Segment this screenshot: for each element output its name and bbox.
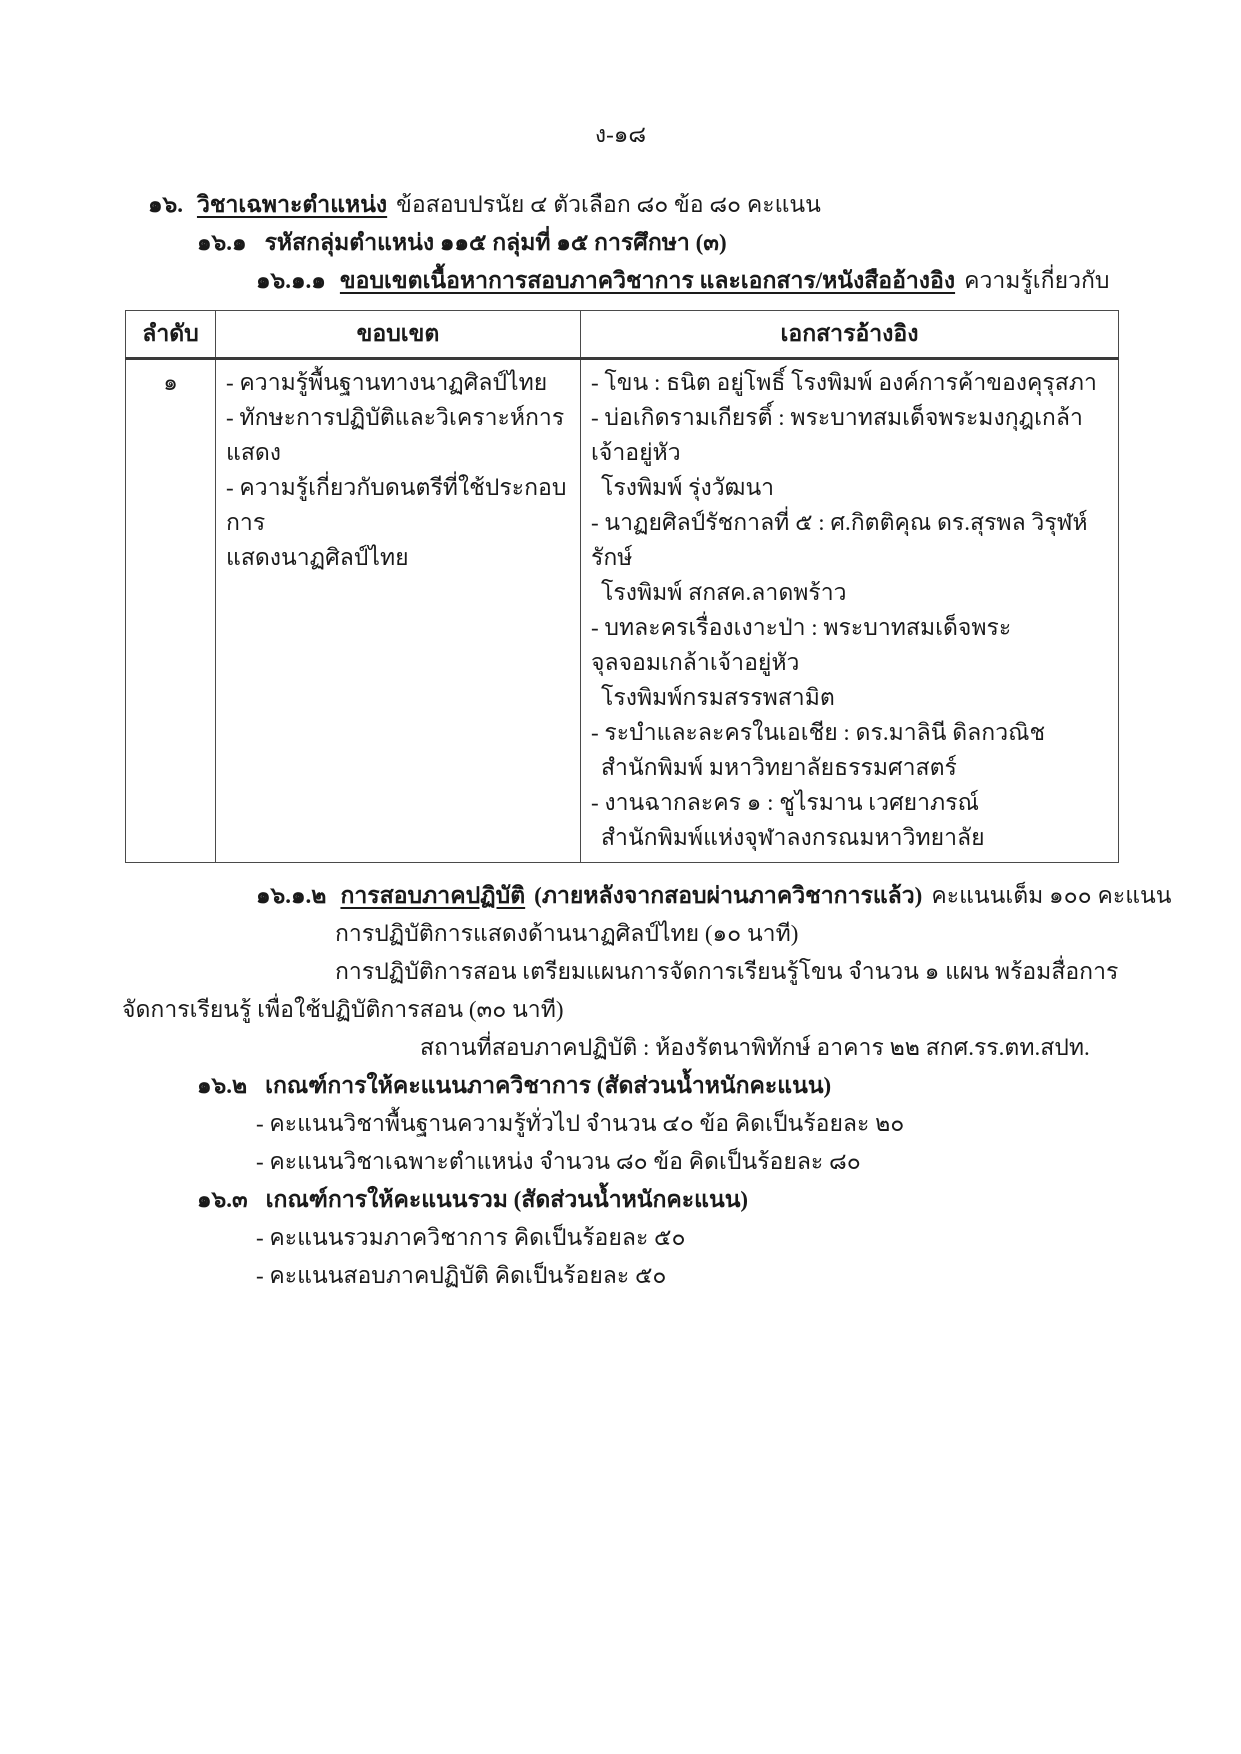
- section-16-1-2-underlined: การสอบภาคปฏิบัติ: [340, 883, 526, 908]
- reference-line: - บ่อเกิดรามเกียรติ์ : พระบาทสมเด็จพระมงกุฎเกล้าเจ้าอยู่หัว: [591, 405, 1083, 465]
- order-cell: ๑: [126, 359, 216, 863]
- section-16-number: ๑๖.: [148, 192, 183, 217]
- table-header-row: [126, 311, 1119, 359]
- scope-cell: [216, 359, 581, 863]
- section-16-3-number: ๑๖.๓: [197, 1187, 248, 1212]
- reference-line: - งานฉากละคร ๑ : ชูไรมาน เวศยาภรณ์: [591, 790, 979, 815]
- scope-line: - ความรู้เกี่ยวกับดนตรีที่ใช้ประกอบการ: [226, 475, 567, 535]
- reference-line: - โขน : ธนิต อยู่โพธิ์ โรงพิมพ์ องค์การค้าของคุรุสภา: [591, 370, 1097, 395]
- section-16-1-2-heading: [256, 877, 1241, 915]
- reference-line-continuation: สำนักพิมพ์ มหาวิทยาลัยธรรมศาสตร์: [601, 755, 957, 780]
- reference-line-continuation: โรงพิมพ์ สกสค.ลาดพร้าว: [601, 580, 847, 605]
- section-16-1-2-number: ๑๖.๑.๒: [256, 883, 327, 908]
- reference-line-continuation: โรงพิมพ์ รุ่งวัฒนา: [601, 475, 775, 500]
- section-16-1-2-paren: (ภายหลังจากสอบผ่านภาควิชาการแล้ว): [534, 883, 923, 908]
- column-header-scope: ขอบเขต: [216, 311, 581, 359]
- column-header-order: ลำดับ: [126, 311, 216, 359]
- reference-line: - บทละครเรื่องเงาะป่า : พระบาทสมเด็จพระจุลจอมเกล้าเจ้าอยู่หัว: [591, 615, 1012, 675]
- section-16-2-heading: [197, 1067, 1241, 1105]
- section-16-title: วิชาเฉพาะตำแหน่ง: [196, 192, 388, 217]
- scoring-bullet: - คะแนนวิชาเฉพาะตำแหน่ง จำนวน ๘๐ ข้อ คิดเป็นร้อยละ ๘๐: [256, 1149, 861, 1174]
- reference-line: - ระบำและละครในเอเชีย : ดร.มาลินี ดิลกวณิช: [591, 720, 1046, 745]
- section-16-1-1-underlined: ขอบเขตเนื้อหาการสอบภาควิชาการ และเอกสาร/หนังสืออ้างอิง: [339, 268, 956, 293]
- section-16-1-text: รหัสกลุ่มตำแหน่ง ๑๑๕ กลุ่มที่ ๑๕ การศึกษา (๓): [264, 230, 727, 255]
- section-16-1-1-heading: [256, 262, 1241, 300]
- section-16-3-text: เกณฑ์การให้คะแนนรวม (สัดส่วนน้ำหนักคะแนน): [265, 1187, 749, 1212]
- section-16-2-number: ๑๖.๒: [197, 1073, 248, 1098]
- section-16-1-heading: [197, 224, 1241, 262]
- section-16-1-number: ๑๖.๑: [197, 230, 247, 255]
- practical-performance-line: การปฏิบัติการแสดงด้านนาฏศิลป์ไทย (๑๐ นาที): [335, 921, 799, 946]
- scope-line: - ความรู้พื้นฐานทางนาฏศิลป์ไทย: [226, 370, 548, 395]
- section-16-heading: [148, 186, 1241, 224]
- reference-line-continuation: สำนักพิมพ์แห่งจุฬาลงกรณมหาวิทยาลัย: [601, 825, 985, 850]
- scope-reference-table: [125, 310, 1119, 863]
- total-score-bullet: - คะแนนรวมภาควิชาการ คิดเป็นร้อยละ ๕๐: [256, 1225, 686, 1250]
- section-16-1-2-rest: คะแนนเต็ม ๑๐๐ คะแนน: [931, 883, 1172, 908]
- practical-exam-location-line: สถานที่สอบภาคปฏิบัติ : ห้องรัตนาพิทักษ์ อาคาร ๒๒ สกศ.รร.ตท.สปท.: [420, 1035, 1090, 1060]
- scoring-bullet: - คะแนนวิชาพื้นฐานความรู้ทั่วไป จำนวน ๔๐ ข้อ คิดเป็นร้อยละ ๒๐: [256, 1111, 905, 1136]
- practical-teaching-continuation: จัดการเรียนรู้ เพื่อใช้ปฏิบัติการสอน (๓๐ นาที): [122, 997, 564, 1022]
- scope-line: - ทักษะการปฏิบัติและวิเคราะห์การแสดง: [226, 405, 565, 465]
- total-score-bullet: - คะแนนสอบภาคปฏิบัติ คิดเป็นร้อยละ ๕๐: [256, 1263, 667, 1288]
- section-16-1-1-rest: ความรู้เกี่ยวกับ: [964, 268, 1110, 293]
- practical-teaching-line: การปฏิบัติการสอน เตรียมแผนการจัดการเรียนรู้โขน จำนวน ๑ แผน พร้อมสื่อการ: [335, 959, 1119, 984]
- section-16-title-rest: ข้อสอบปรนัย ๔ ตัวเลือก ๘๐ ข้อ ๘๐ คะแนน: [396, 192, 821, 217]
- page-number: ง-๑๘: [594, 122, 647, 147]
- section-16-2-text: เกณฑ์การให้คะแนนภาควิชาการ (สัดส่วนน้ำหนักคะแนน): [265, 1073, 832, 1098]
- reference-cell: [581, 359, 1119, 863]
- section-16-3-heading: [197, 1181, 1241, 1219]
- table-row: [126, 359, 1119, 863]
- section-16-1-1-number: ๑๖.๑.๑: [256, 268, 326, 293]
- column-header-reference: เอกสารอ้างอิง: [581, 311, 1119, 359]
- scope-line: แสดงนาฏศิลป์ไทย: [226, 545, 409, 570]
- reference-line-continuation: โรงพิมพ์กรมสรรพสามิต: [601, 685, 835, 710]
- reference-line: - นาฏยศิลป์รัชกาลที่ ๕ : ศ.กิตติคุณ ดร.สุรพล วิรุฬห์รักษ์: [591, 510, 1088, 570]
